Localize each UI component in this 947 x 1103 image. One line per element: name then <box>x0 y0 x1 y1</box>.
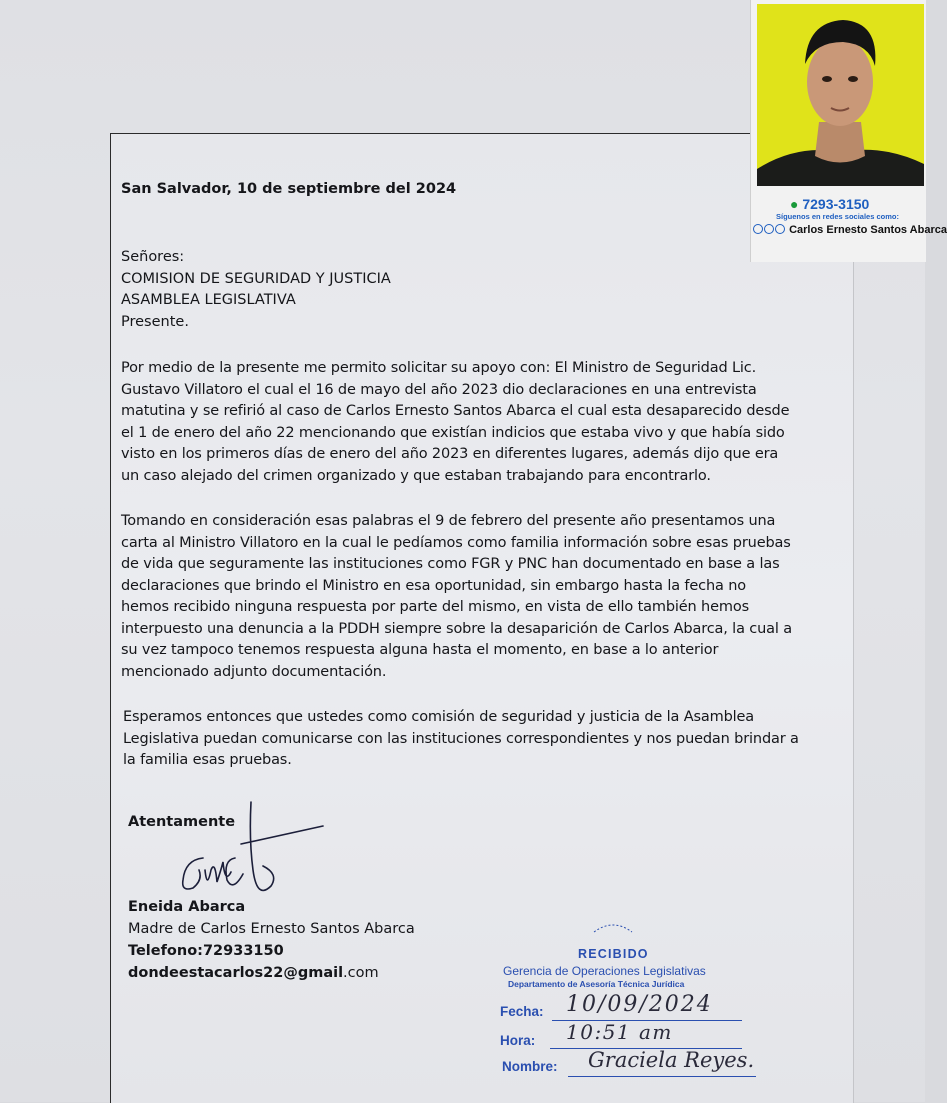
signer-phone: Telefono:72933150 <box>128 943 284 959</box>
email-user: dondeestacarlos22@gmail <box>128 965 344 981</box>
signature <box>175 800 335 910</box>
text-line: interpuesto una denuncia a la PDDH siempre sobre la desaparición de Carlos Abarca, la cual a <box>121 620 792 637</box>
addressee-line: ASAMBLEA LEGISLATIVA <box>121 292 296 308</box>
stamp-received: RECIBIDO <box>578 947 649 961</box>
text-line: de vida que seguramente las instituciones como FGR y PNC han documentado en base a las <box>121 556 780 572</box>
instagram-icon <box>753 224 763 234</box>
text-line: carta al Ministro Villatoro en la cual le pedíamos como familia información sobre esas pruebas <box>121 534 791 551</box>
nombre-value: Graciela Reyes. <box>588 1048 755 1072</box>
nombre-label: Nombre: <box>502 1059 558 1074</box>
hora-label: Hora: <box>500 1033 536 1048</box>
card-name: Carlos Ernesto Santos Abarca <box>753 224 947 236</box>
text-line: Legislativa puedan comunicarse con las instituciones correspondientes y nos puedan brindar a <box>123 730 799 747</box>
person-photo <box>757 4 924 186</box>
stamp-office: Gerencia de Operaciones Legislativas <box>503 964 706 978</box>
hora-value: 10:51 am <box>566 1020 673 1044</box>
signer-name: Eneida Abarca <box>128 899 246 915</box>
closing: Atentamente <box>128 814 236 830</box>
whatsapp-icon: ● <box>790 196 799 212</box>
addressee-line: COMISION DE SEGURIDAD Y JUSTICIA <box>121 270 391 287</box>
facebook-icon <box>764 224 774 234</box>
signer-email <box>128 963 379 985</box>
text-line: el 1 de enero del año 22 mencionando que existían indicios que estaba vivo y que había sido <box>121 424 785 441</box>
text-line: Gustavo Villatoro el cual el 16 de mayo del año 2023 dio declaraciones en una entrevista <box>121 381 757 398</box>
addressee-line: Señores: <box>121 249 185 265</box>
text-line: Esperamos entonces que ustedes como comisión de seguridad y justicia de la Asamblea <box>123 709 755 725</box>
text-line: la familia esas pruebas. <box>123 752 292 768</box>
person-portrait-icon <box>757 4 924 186</box>
card-phone: ● 7293-3150 <box>790 196 870 212</box>
email-domain: .com <box>343 965 379 981</box>
fecha-label: Fecha: <box>500 1004 544 1019</box>
paragraph-3 <box>123 707 799 772</box>
paragraph-2 <box>121 511 792 683</box>
place-date: San Salvador, 10 de septiembre del 2024 <box>121 181 457 197</box>
stamp-emblem <box>590 920 636 936</box>
tiktok-icon <box>775 224 785 234</box>
stamp-department: Departamento de Asesoría Técnica Jurídica <box>508 979 685 989</box>
text-line: Tomando en consideración esas palabras el 9 de febrero del presente año presentamos una <box>121 513 776 529</box>
text-line: hemos recibido ninguna respuesta por parte del mismo, en vista de ello también hemos <box>121 599 749 615</box>
nombre-line <box>568 1076 756 1077</box>
paragraph-1 <box>121 358 789 487</box>
card-follow-text: Síguenos en redes sociales como: <box>776 212 899 221</box>
signer-role: Madre de Carlos Ernesto Santos Abarca <box>128 921 415 937</box>
text-line: Por medio de la presente me permito solicitar su apoyo con: El Ministro de Seguridad Lic. <box>121 360 757 376</box>
text-line: declaraciones que brindo el Ministro en esa oportunidad, sin embargo hasta la fecha no <box>121 577 746 594</box>
fecha-value: 10/09/2024 <box>566 992 713 1017</box>
text-line: visto en los primeros días de enero del año 2023 en diferentes lugares, además dijo que era <box>121 446 779 462</box>
addressee-block <box>121 247 391 333</box>
text-line: mencionado adjunto documentación. <box>121 663 387 680</box>
text-line: un caso alejado del crimen organizado y que estaban trabajando para encontrarlo. <box>121 467 711 484</box>
text-line: matutina y se refirió al caso de Carlos Ernesto Santos Abarca el cual esta desaparecido desde <box>121 403 790 419</box>
text-line: su vez tampoco tenemos respuesta alguna hasta el momento, en base a lo anterior <box>121 642 719 658</box>
addressee-line: Presente. <box>121 313 189 330</box>
